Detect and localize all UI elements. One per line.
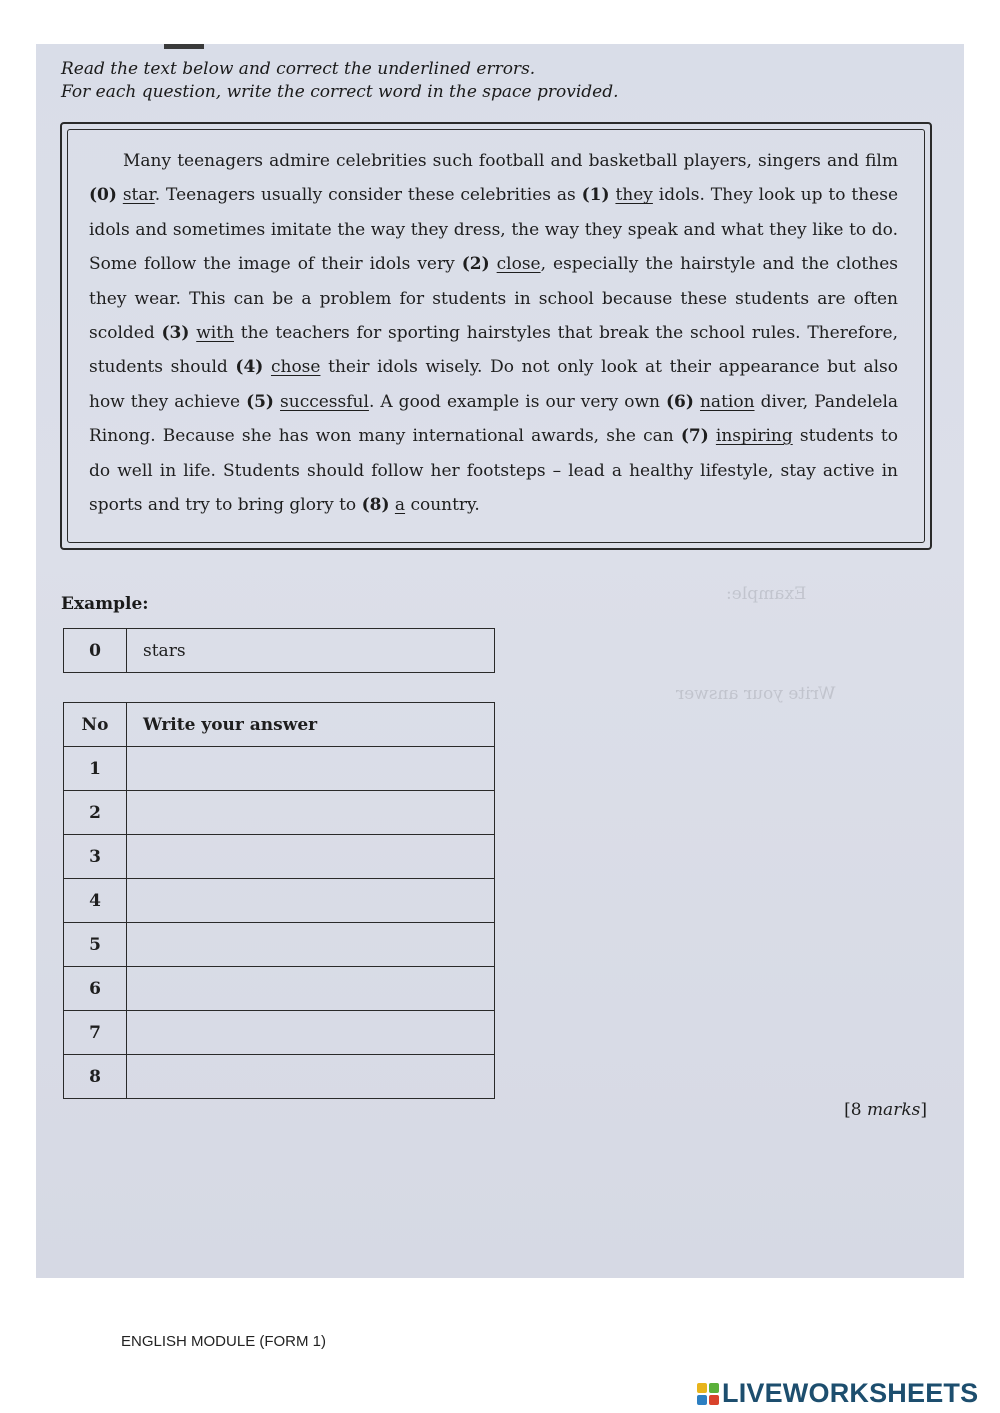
question-number: (1) xyxy=(581,185,610,206)
bleed-through: Write your answer xyxy=(676,684,836,704)
question-number: (4) xyxy=(235,357,264,378)
brand-name: LIVEWORKSHEETS xyxy=(722,1378,979,1408)
underlined-error: successful xyxy=(280,391,369,412)
question-number: (6) xyxy=(666,391,694,412)
row-number: 8 xyxy=(64,1055,127,1099)
example-number: 0 xyxy=(64,629,127,673)
header-no: No xyxy=(64,703,127,747)
row-number: 6 xyxy=(64,967,127,1011)
row-number: 7 xyxy=(64,1011,127,1055)
example-label: Example: xyxy=(61,594,149,614)
liveworksheets-brand[interactable] xyxy=(697,1378,978,1409)
bleed-through: Example: xyxy=(726,584,807,604)
question-number: (7) xyxy=(680,426,709,447)
table-row xyxy=(64,747,495,791)
answer-input-1[interactable] xyxy=(127,747,495,791)
answer-input-7[interactable] xyxy=(127,1011,495,1055)
liveworksheets-logo-icon xyxy=(697,1383,719,1405)
table-header-row xyxy=(64,703,495,747)
row-number: 2 xyxy=(64,791,127,835)
question-number: (3) xyxy=(161,323,190,344)
passage-text: Many teenagers admire celebrities such football and basketball players, singers and film (0) star. Teenagers usually consider these celebrities as (1) they idols. They look up to these idols and sometimes imitate the way they dress, the way they speak and what they like to do. Some follow the image of their idols very (2) close, especially the hairstyle and the clothes they wear. This can be a problem for students in school because these students are often scolded (3) with the teachers for sporting hairstyles that break the school rules. Therefore, students should (4) chose their idols wisely. Do not only look at their appearance but also how they achieve (5) successful. A good example is our very own (6) nation diver, Pandelela Rinong. Because she has won many international awards, she can (7) inspiring students to do well in life. Students should follow her footsteps – lead a healthy lifestyle, stay active in sports and try to bring glory to (8) a country. xyxy=(89,151,899,516)
answer-input-6[interactable] xyxy=(127,967,495,1011)
answer-input-2[interactable] xyxy=(127,791,495,835)
module-title: ENGLISH MODULE (FORM 1) xyxy=(121,1333,327,1350)
instruction-line-2: For each question, write the correct word in the space provided. xyxy=(61,82,619,102)
row-number: 1 xyxy=(64,747,127,791)
underlined-error: chose xyxy=(270,357,321,378)
question-number: (5) xyxy=(246,391,274,412)
table-row xyxy=(64,879,495,923)
underlined-error: with xyxy=(196,323,234,344)
table-row xyxy=(64,629,495,673)
table-row xyxy=(64,1011,495,1055)
answer-table xyxy=(63,702,495,1099)
scanned-worksheet-page xyxy=(36,44,964,1278)
binder-tab-mark xyxy=(164,44,204,49)
table-row xyxy=(64,923,495,967)
answer-input-5[interactable] xyxy=(127,923,495,967)
marks-label: [8 marks] xyxy=(844,1100,927,1120)
answer-input-3[interactable] xyxy=(127,835,495,879)
row-number: 4 xyxy=(64,879,127,923)
question-number: (2) xyxy=(461,254,490,275)
table-row xyxy=(64,791,495,835)
row-number: 5 xyxy=(64,923,127,967)
table-row xyxy=(64,1055,495,1099)
question-number: (0) xyxy=(89,185,117,206)
example-answer: stars xyxy=(127,629,495,673)
underlined-error: nation xyxy=(699,391,755,412)
underlined-error: they xyxy=(615,185,653,206)
instructions xyxy=(61,58,619,104)
header-answer: Write your answer xyxy=(127,703,495,747)
table-row xyxy=(64,835,495,879)
example-table xyxy=(63,628,495,673)
question-number: (8) xyxy=(361,495,390,516)
answer-input-4[interactable] xyxy=(127,879,495,923)
answer-input-8[interactable] xyxy=(127,1055,495,1099)
table-row xyxy=(64,967,495,1011)
underlined-error: close xyxy=(496,254,541,275)
row-number: 3 xyxy=(64,835,127,879)
underlined-error: inspiring xyxy=(715,426,793,447)
underlined-error: star xyxy=(122,185,155,206)
instruction-line-1: Read the text below and correct the underlined errors. xyxy=(61,59,536,79)
underlined-error: a xyxy=(394,495,406,516)
